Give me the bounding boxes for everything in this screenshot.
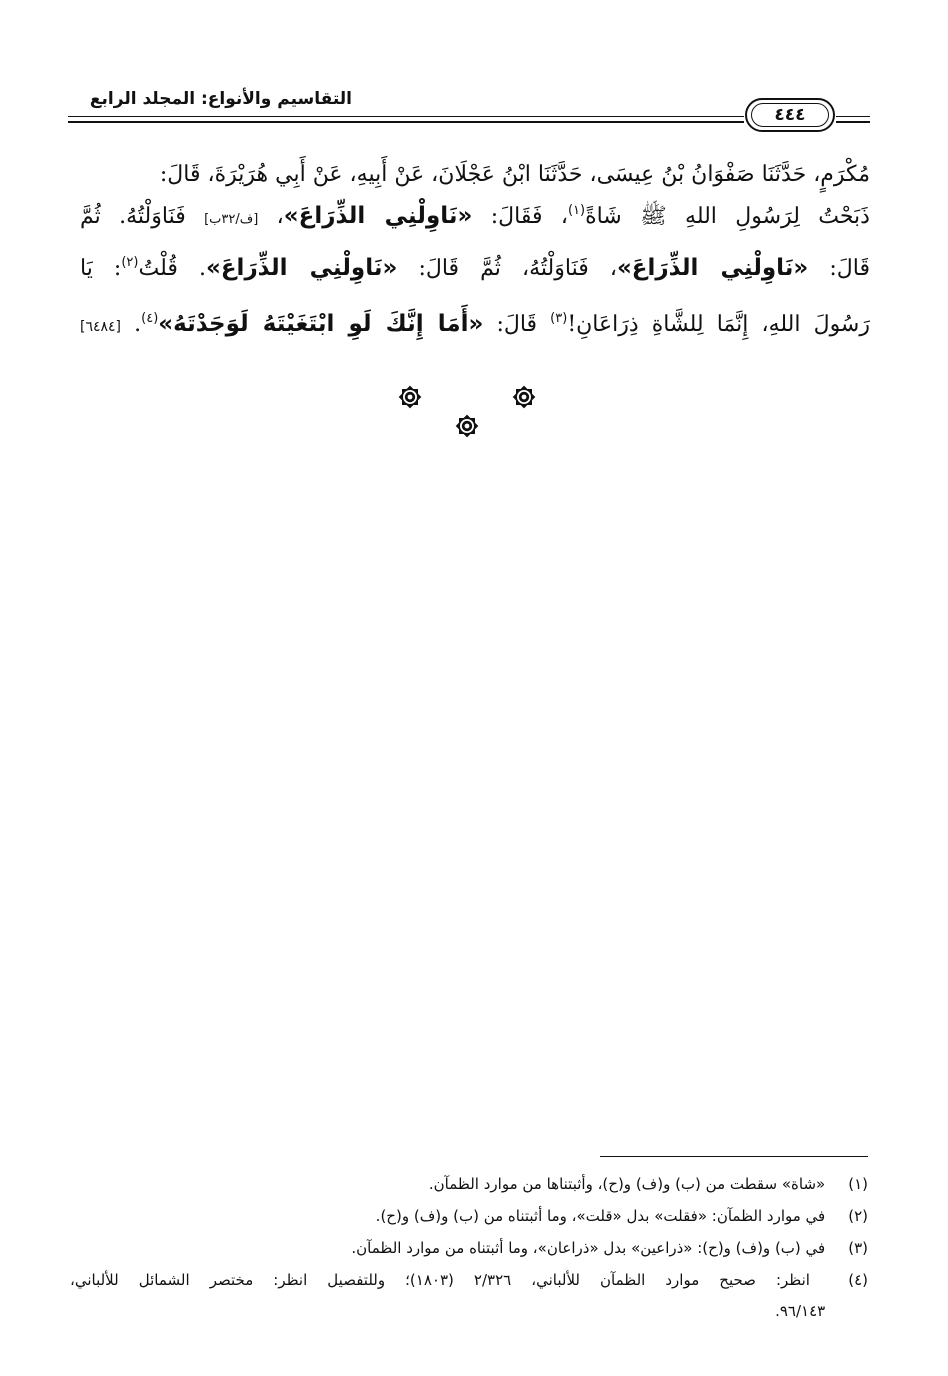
narration-text: ، فَنَاوَلْتُهُ، ثُمَّ قَالَ:	[418, 256, 617, 281]
footnote-3	[70, 1233, 868, 1263]
footnote-ref-1[interactable]: (١)	[567, 203, 586, 218]
narration-text: ذَبَحْتُ لِرَسُولِ اللهِ ﷺ شَاةً	[585, 204, 870, 229]
narration-text: قَالَ:	[496, 312, 538, 337]
footnote-4-continuation	[70, 1296, 868, 1326]
footnote-number: (٤)	[848, 1271, 869, 1289]
footnote-separator	[600, 1156, 868, 1157]
prophet-quote: «نَاوِلْنِي الذِّرَاعَ»	[205, 255, 398, 281]
footnote-text: ٩٦/١٤٣.	[775, 1302, 826, 1320]
prophet-quote: «نَاوِلْنِي الذِّرَاعَ»	[283, 203, 473, 229]
footnote-text: «شاة» سقطت من (ب) و(ف) و(ح)، وأثبتناها من موارد الظمآن.	[428, 1175, 826, 1193]
running-title: التقاسيم والأنواع: المجلد الرابع	[89, 89, 352, 109]
footnote-number: (١)	[848, 1175, 868, 1193]
footnote-text: انظر: صحيح موارد الظمآن للألباني، ٢/٣٢٦ (١٨٠٣)؛ وللتفصيل انظر: مختصر الشمائل للألباني،	[70, 1271, 810, 1289]
footnote-number: (٢)	[848, 1207, 868, 1225]
header-rule-right-thick	[836, 121, 870, 123]
narration-text: قَالَ:	[829, 256, 871, 281]
narration-text: . قُلْتُ	[138, 256, 206, 281]
prophet-quote: «أَمَا إِنَّكَ لَوِ ابْتَغَيْتَهُ لَوَجَدْتَهُ»	[158, 311, 484, 337]
narration-text: رَسُولَ اللهِ، إِنَّمَا لِلشَّاةِ ذِرَاعَانِ!	[567, 312, 870, 337]
page-number-frame	[745, 98, 835, 132]
narration-text: ،	[276, 204, 284, 229]
footnote-ref-3[interactable]: (٣)	[550, 311, 568, 326]
footnote-1	[70, 1169, 868, 1199]
header-rule	[68, 116, 744, 117]
narration-text: .	[134, 312, 142, 337]
body-line-2	[80, 184, 870, 238]
footnote-4	[70, 1265, 868, 1295]
footnote-text: في موارد الظمآن: «فقلت» بدل «قلت»، وما أثبتناه من (ب) و(ف) و(ح).	[375, 1207, 826, 1225]
manuscript-marker: [ف/٣٢ب]	[204, 212, 259, 227]
body-line-3	[80, 236, 870, 290]
footnote-text: في (ب) و(ف) و(ح): «ذراعين» بدل «ذراعان»، وما أثبتناه من موارد الظمآن.	[351, 1239, 826, 1257]
rosette-ornament-icon	[454, 413, 480, 439]
narration-text: ، فَقَالَ:	[490, 204, 568, 229]
rosette-ornament-icon	[397, 384, 423, 410]
prophet-quote: «نَاوِلْنِي الذِّرَاعَ»	[616, 255, 809, 281]
isnad-text: مُكْرَمٍ، حَدَّثَنَا صَفْوَانُ بْنُ عِيسَى، حَدَّثَنَا ابْنُ عَجْلَانَ، عَنْ أَبِيهِ، عَنْ أَبِي هُرَيْرَةَ، قَالَ:	[159, 162, 870, 187]
footnote-2	[70, 1201, 868, 1231]
header-rule-right	[836, 116, 870, 117]
footnote-number: (٣)	[848, 1239, 868, 1257]
footnote-ref-2[interactable]: (٢)	[121, 255, 139, 270]
footnote-ref-4[interactable]: (٤)	[141, 311, 159, 326]
body-line-4	[80, 292, 870, 346]
rosette-ornament-icon	[511, 384, 537, 410]
narration-text: فَنَاوَلْتُهُ. ثُمَّ	[80, 204, 186, 229]
narration-text: : يَا	[80, 256, 122, 281]
header-rule-thick	[68, 121, 744, 123]
hadith-number: [٦٤٨٤]	[80, 319, 122, 335]
page-number: ٤٤٤	[751, 103, 829, 127]
